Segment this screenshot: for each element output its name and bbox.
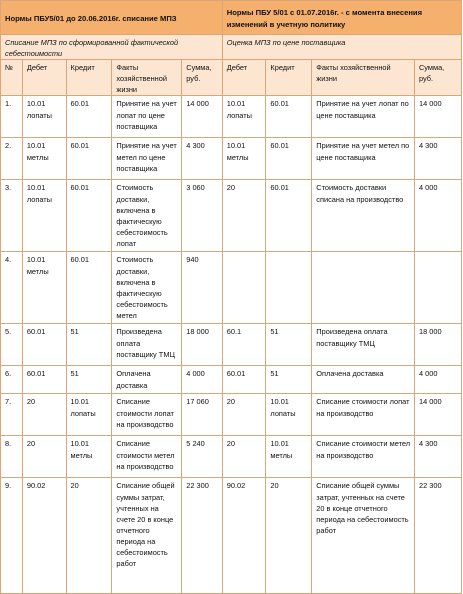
table-cell: Произведена оплата поставщику ТМЦ [312, 324, 415, 366]
table-cell: 60.01 [266, 96, 312, 138]
table-cell: Произведена оплата поставщику ТМЦ [112, 324, 182, 366]
table-cell: 10.01 лопаты [22, 180, 66, 252]
table-cell: Списание общей суммы затрат, учтенных на счете 20 в конце отчетного периода на себестоимость работ [312, 478, 415, 594]
table-cell: 20 [266, 478, 312, 594]
column-header: Кредит [266, 60, 312, 96]
table-cell: 18 000 [182, 324, 222, 366]
table-cell: 8. [1, 436, 23, 478]
table-cell: 9. [1, 478, 23, 594]
table-row [1, 252, 462, 324]
table-cell: 14 000 [414, 96, 461, 138]
table-cell: 17 060 [182, 394, 222, 436]
table-cell: 20 [222, 436, 266, 478]
table-cell: 4 300 [182, 138, 222, 180]
table-cell: 20 [66, 478, 112, 594]
table-cell: 60.1 [222, 324, 266, 366]
table-row [1, 180, 462, 252]
table-cell: Оплачена доставка [112, 366, 182, 394]
column-header: Дебет [22, 60, 66, 96]
table-cell: 10.01 метлы [266, 436, 312, 478]
column-header: Факты хозяйственной жизни [312, 60, 415, 96]
table-cell: 22 300 [414, 478, 461, 594]
table-cell: 90.02 [222, 478, 266, 594]
table-cell: Принятие на учет лопат по цене поставщика [312, 96, 415, 138]
table-cell: 3 060 [182, 180, 222, 252]
table-cell: 60.01 [66, 252, 112, 324]
table-cell: 14 000 [414, 394, 461, 436]
column-header: Кредит [66, 60, 112, 96]
column-header: Сумма, руб. [414, 60, 461, 96]
table-cell: Списание стоимости метел на производство [112, 436, 182, 478]
table-row [1, 394, 462, 436]
table-cell: 10.01 лопаты [66, 394, 112, 436]
column-header: Дебет [222, 60, 266, 96]
table-cell: 10.01 лопаты [266, 394, 312, 436]
table-cell: 60.01 [66, 180, 112, 252]
table-cell: 10.01 метлы [22, 252, 66, 324]
table-cell: 4 000 [182, 366, 222, 394]
table-cell: 940 [182, 252, 222, 324]
table-cell: Стоимость доставки, включена в фактическую себестоимость лопат [112, 180, 182, 252]
table-cell: 4. [1, 252, 23, 324]
table-cell: 51 [266, 366, 312, 394]
table-cell: 6. [1, 366, 23, 394]
table-row [1, 138, 462, 180]
table-cell: 10.01 метлы [66, 436, 112, 478]
table-cell: 4 300 [414, 138, 461, 180]
table-cell: 20 [22, 394, 66, 436]
table-cell: 51 [266, 324, 312, 366]
table-row [1, 478, 462, 594]
table-cell: 5. [1, 324, 23, 366]
table-cell: Списание стоимости лопат на производство [312, 394, 415, 436]
table-cell: 51 [66, 366, 112, 394]
column-header: Сумма, руб. [182, 60, 222, 96]
table-cell: 90.02 [22, 478, 66, 594]
table-cell: 20 [222, 180, 266, 252]
subheader-right: Оценка МПЗ по цене поставщика [222, 35, 461, 60]
table-cell: 10.01 метлы [222, 138, 266, 180]
table-cell: Принятие на учет лопат по цене поставщика [112, 96, 182, 138]
table-row [1, 366, 462, 394]
header-right: Нормы ПБУ 5/01 с 01.07.2016г. - с момента внесения изменений в учетную политику [222, 1, 461, 35]
table-cell: 3. [1, 180, 23, 252]
table-cell: Списание стоимости лопат на производство [112, 394, 182, 436]
table-cell: 20 [22, 436, 66, 478]
column-header: № [1, 60, 23, 96]
table-cell: 60.01 [66, 96, 112, 138]
table-cell: 10.01 метлы [22, 138, 66, 180]
table-cell: 60.01 [266, 138, 312, 180]
table-cell: 4 000 [414, 366, 461, 394]
table-cell [312, 252, 415, 324]
table-cell [414, 252, 461, 324]
table-cell: 22 300 [182, 478, 222, 594]
table-cell: 14 000 [182, 96, 222, 138]
table-cell: 60.01 [222, 366, 266, 394]
table-cell: Стоимость доставки, включена в фактическую себестоимость метел [112, 252, 182, 324]
table-cell [222, 252, 266, 324]
table-cell: 1. [1, 96, 23, 138]
table-cell: Списание стоимости метел на производство [312, 436, 415, 478]
table-cell: 18 000 [414, 324, 461, 366]
table-cell: 4 000 [414, 180, 461, 252]
table-cell: 60.01 [22, 324, 66, 366]
table-cell: Оплачена доставка [312, 366, 415, 394]
table-row [1, 324, 462, 366]
table-cell: 60.01 [266, 180, 312, 252]
table-cell: 60.01 [22, 366, 66, 394]
table-cell: 2. [1, 138, 23, 180]
table-cell: 10.01 лопаты [22, 96, 66, 138]
table-row [1, 96, 462, 138]
table-cell: Принятие на учет метел по цене поставщика [112, 138, 182, 180]
table-cell: 60.01 [66, 138, 112, 180]
table-cell [266, 252, 312, 324]
table-cell: 20 [222, 394, 266, 436]
table-cell: 5 240 [182, 436, 222, 478]
table-cell: Списание общей суммы затрат, учтенных на счете 20 в конце отчетного периода на себестоимость работ [112, 478, 182, 594]
table-cell: 4 300 [414, 436, 461, 478]
table-cell: Принятие на учет метел по цене поставщика [312, 138, 415, 180]
subheader-left: Списание МПЗ по сформированной фактической себестоимости [1, 35, 223, 60]
column-header: Факты хозяйственной жизни [112, 60, 182, 96]
table-cell: 10.01 лопаты [222, 96, 266, 138]
table-cell: 51 [66, 324, 112, 366]
header-left: Нормы ПБУ5/01 до 20.06.2016г. списание МПЗ [1, 1, 223, 35]
table-row [1, 436, 462, 478]
table-cell: 7. [1, 394, 23, 436]
table-cell: Стоимость доставки списана на производство [312, 180, 415, 252]
